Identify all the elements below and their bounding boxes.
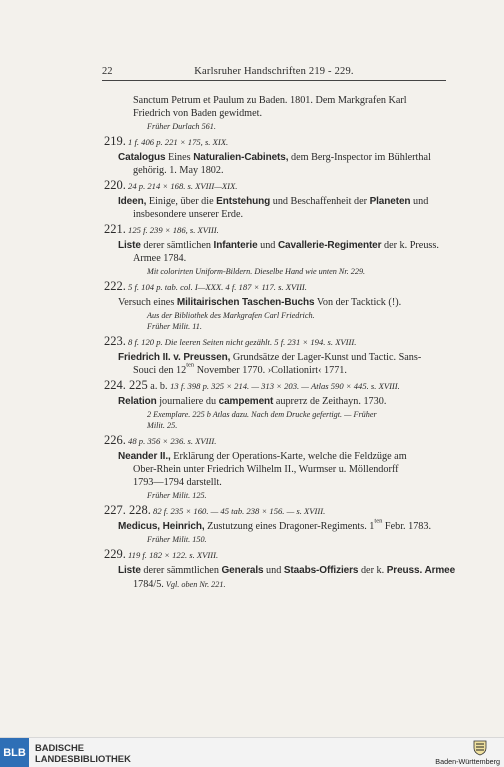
text-line xyxy=(147,486,207,502)
text-span: Zustutzung eines Dragoner-Regiments. 1 xyxy=(204,521,375,532)
library-name[interactable] xyxy=(35,742,131,764)
running-title: Karlsruher Handschriften 219 - 229. xyxy=(194,66,354,77)
text-span: der k. xyxy=(358,565,387,576)
text-line xyxy=(104,133,228,149)
text-span: der k. Preuss. xyxy=(381,240,439,251)
header-rule xyxy=(102,80,446,81)
entry-keyword: Entstehung xyxy=(216,196,271,207)
text-span: Aus der Bibliothek des Markgrafen Carl Friedrich. xyxy=(147,311,315,320)
entry-number: 220. xyxy=(104,178,126,192)
text-span: 2 Exemplare. 225 b Atlas dazu. Nach dem Drucke gefertigt. — Früher xyxy=(147,410,377,419)
entry-keyword: Planeten xyxy=(369,196,411,207)
text-span: 1784/5. xyxy=(133,579,164,590)
text-span: 13 f. 398 p. 325 × 214. — 313 × 203. — Atlas 590 × 445. s. XVIII. xyxy=(170,381,400,391)
entry-keyword: Liste xyxy=(118,565,141,576)
text-span: Grundsätze der Lager-Kunst und Tactic. Sans- xyxy=(230,352,422,363)
text-span: Milit. 25. xyxy=(147,421,178,430)
text-span: Erklärung der Operations-Karte, welche die Feldzüge am xyxy=(170,451,407,462)
text-span: insbesondere unserer Erde. xyxy=(133,209,244,220)
text-line xyxy=(147,530,207,546)
entry-number: 222. xyxy=(104,279,126,293)
entry-keyword: Preuss. Armee xyxy=(386,565,456,576)
state-crest-icon xyxy=(472,740,488,756)
text-span: 5 f. 104 p. tab. col. I—XXX. 4 f. 187 × 117. s. XVIII. xyxy=(125,282,307,292)
entry-keyword: Neander II., xyxy=(118,451,171,462)
text-span: Einige, über die xyxy=(146,196,217,207)
entry-keyword: Ideen, xyxy=(118,196,147,207)
text-line xyxy=(133,361,347,377)
library-name-line1: BADISCHE xyxy=(35,742,84,753)
text-line xyxy=(147,416,177,432)
text-line xyxy=(104,432,216,448)
entry-keyword: Generals xyxy=(221,565,264,576)
entry-keyword: campement xyxy=(218,396,274,407)
text-line xyxy=(147,117,216,133)
entry-keyword: Infanterie xyxy=(213,240,258,251)
text-line xyxy=(104,177,237,193)
text-span: auprетz de Zeithayn. 1730. xyxy=(273,396,387,407)
text-span: dem Berg-Inspector im Bühlerthal xyxy=(288,152,431,163)
text-span: Versuch eines xyxy=(118,297,177,308)
text-line xyxy=(147,405,377,421)
entry-keyword: Naturalien-Cabinets, xyxy=(193,152,289,163)
text-line xyxy=(104,546,218,562)
text-span: 82 f. 235 × 160. — 45 tab. 238 × 156. — s. XVIII. xyxy=(150,506,326,516)
state-label: Baden-Württemberg xyxy=(435,757,500,766)
text-span: Mit colorirten Uniform-Bildern. Dieselbe Hand wie unten Nr. 229. xyxy=(147,267,366,276)
text-span: 1 f. 406 p. 221 × 175, s. XIX. xyxy=(125,137,229,147)
text-span: 1793—1794 darstellt. xyxy=(133,477,222,488)
entry-keyword: Medicus, Heinrich, xyxy=(118,521,205,532)
text-span: Souci den 12 xyxy=(133,365,187,376)
text-span: gehörig. 1. May 1802. xyxy=(133,165,224,176)
running-header xyxy=(102,66,446,80)
text-span: 125 f. 239 × 186, s. XVIII. xyxy=(125,225,219,235)
text-span: journaliere du xyxy=(156,396,219,407)
text-line xyxy=(147,317,202,333)
text-span: Friedrich von Baden gewidmet. xyxy=(133,108,263,119)
text-span: Sanctum Petrum et Paulum zu Baden. 1801. Dem Markgrafen Karl xyxy=(133,95,407,106)
entry-keyword: Catalogus xyxy=(118,152,166,163)
entry-keyword: Militairischen Taschen-Buchs xyxy=(176,297,315,308)
entry-keyword: Relation xyxy=(118,396,157,407)
text-span: 24 p. 214 × 168. s. XVIII—XIX. xyxy=(125,181,238,191)
text-span: Febr. 1783. xyxy=(382,521,432,532)
library-name-line2: LANDESBIBLIOTHEK xyxy=(35,753,131,764)
text-span: und Beschaffenheit der xyxy=(270,196,370,207)
text-span: a. b. xyxy=(147,381,171,392)
entry-number: 221. xyxy=(104,222,126,236)
text-span: Früher Durlach 561. xyxy=(147,122,216,131)
entry-number: 229. xyxy=(104,547,126,561)
text-span: derer sämtlichen xyxy=(140,240,214,251)
text-line xyxy=(147,262,365,278)
text-span: und xyxy=(410,196,429,207)
text-span: ten xyxy=(374,517,383,525)
text-line xyxy=(104,333,356,349)
entry-number: 226. xyxy=(104,433,126,447)
text-line xyxy=(133,161,224,177)
text-span: Früher Milit. 150. xyxy=(147,535,207,544)
text-span: 48 p. 356 × 236. s. XVIII. xyxy=(125,436,217,446)
entry-keyword: Friedrich II. v. Preussen, xyxy=(118,352,231,363)
text-line xyxy=(104,221,219,237)
text-span: Ober-Rhein unter Friedrich Wilhelm II., Wurmser u. Möllendorff xyxy=(133,464,399,475)
text-line xyxy=(133,575,226,591)
entry-number: 224. 225 xyxy=(104,378,148,392)
text-span: und xyxy=(257,240,278,251)
text-line xyxy=(133,205,243,221)
text-line xyxy=(104,502,325,518)
text-span: Vgl. oben Nr. 221. xyxy=(163,580,226,589)
text-span: Von der Tacktick (!). xyxy=(314,297,402,308)
text-span: Früher Milit. 11. xyxy=(147,322,202,331)
entry-keyword: Liste xyxy=(118,240,141,251)
entry-number: 223. xyxy=(104,334,126,348)
entry-keyword: Cavallerie-Regimenter xyxy=(277,240,382,251)
text-span: 8 f. 120 p. Die leeren Seiten nicht gezählt. 5 f. 231 × 194. s. XVIII. xyxy=(125,337,357,347)
text-span: Armee 1784. xyxy=(133,253,187,264)
page-number: 22 xyxy=(102,66,113,77)
text-span: Früher Milit. 125. xyxy=(147,491,207,500)
text-line xyxy=(104,278,307,294)
text-span: derer sämmtlichen xyxy=(140,565,222,576)
entry-keyword: Staabs-Offiziers xyxy=(283,565,359,576)
text-span: und xyxy=(263,565,284,576)
text-span: ten xyxy=(186,361,195,369)
blb-logo[interactable]: BLB xyxy=(0,738,29,767)
text-span: November 1770. ›Collationirt‹ 1771. xyxy=(194,365,347,376)
entry-number: 219. xyxy=(104,134,126,148)
text-span: Eines xyxy=(165,152,194,163)
text-span: 119 f. 182 × 122. s. XVIII. xyxy=(125,550,219,560)
text-line xyxy=(104,377,400,393)
footer-bar xyxy=(0,737,504,767)
entry-number: 227. 228. xyxy=(104,503,151,517)
